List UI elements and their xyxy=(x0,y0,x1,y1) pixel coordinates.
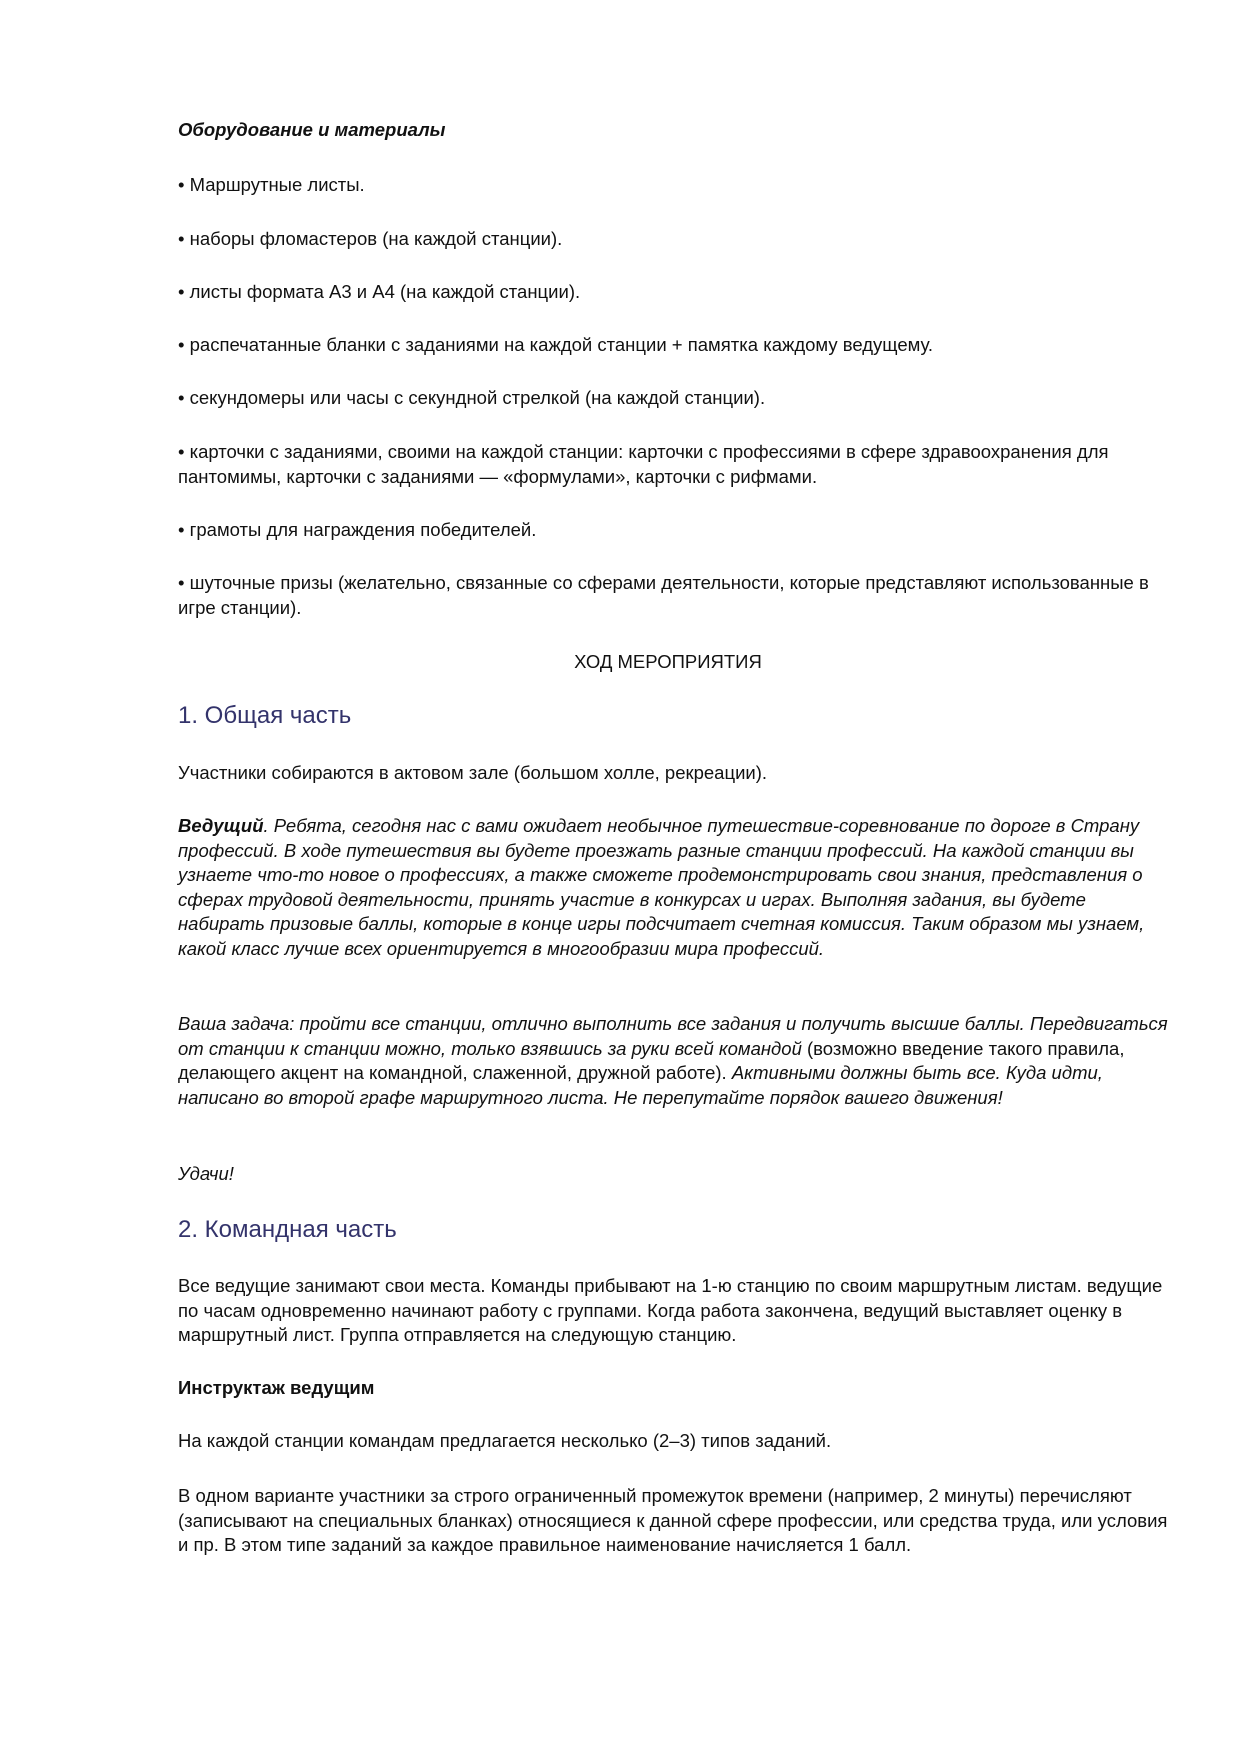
task-text-2: Активными должны быть все. Куда идти, написано во второй графе маршрутного листа. Не перепутайте порядок вашего движения! xyxy=(178,1062,1103,1108)
event-title: ХОД МЕРОПРИЯТИЯ xyxy=(574,651,762,672)
host-speech xyxy=(178,814,1168,961)
equipment-item: • карточки с заданиями, своими на каждой станции: карточки с профессиями в сфере здравоохранения для пантомимы, карточки с заданиями — «формулами», карточки с рифмами. xyxy=(178,441,1109,487)
good-luck: Удачи! xyxy=(178,1163,234,1184)
part2-heading: 2. Командная часть xyxy=(178,1216,397,1243)
part1-intro: Участники собираются в актовом зале (большом холле, рекреации). xyxy=(178,762,768,783)
briefing-title: Инструктаж ведущим xyxy=(178,1377,375,1398)
briefing-paragraph: В одном варианте участники за строго ограниченный промежуток времени (например, 2 минуты) перечисляют (записывают на специальных бланках) относящиеся к данной сфере профессии, или средства труда, или условия и пр. В этом типе заданий за каждое правильное наименование начисляется 1 балл. xyxy=(178,1485,1168,1555)
part2-intro: Все ведущие занимают свои места. Команды прибывают на 1-ю станцию по своим маршрутным листам. ведущие по часам одновременно начинают работу с группами. Когда работа закончена, ведущий выставляет оценку в маршрутный лист. Группа отправляется на следующую станцию. xyxy=(178,1275,1163,1345)
equipment-item: • распечатанные бланки с заданиями на каждой станции + памятка каждому ведущему. xyxy=(178,334,934,355)
equipment-item: • листы формата А3 и А4 (на каждой станции). xyxy=(178,281,581,302)
equipment-item: • Маршрутные листы. xyxy=(178,174,365,195)
equipment-item: • наборы фломастеров (на каждой станции). xyxy=(178,228,563,249)
part1-heading: 1. Общая часть xyxy=(178,702,352,729)
host-label: Ведущий xyxy=(178,815,264,836)
equipment-title: Оборудование и материалы xyxy=(178,119,446,140)
host-speech-text: . Ребята, сегодня нас с вами ожидает необычное путешествие-соревнование по дороге в Страну профессий. В ходе путешествия вы будете проезжать разные станции профессий. На каждой станции вы узнаете что-то новое о профессиях, а также сможете продемонстрировать свои знания, представления о сферах трудовой деятельности, принять участие в конкурсах и играх. Выполняя задания, вы будете набирать призовые баллы, которые в конце игры подсчитает счетная комиссия. Таким образом мы узнаем, какой класс лучше всех ориентируется в многообразии мира профессий. xyxy=(178,815,1145,959)
equipment-item: • шуточные призы (желательно, связанные со сферами деятельности, которые представляют использованные в игре станции). xyxy=(178,572,1149,618)
task-paragraph xyxy=(178,1012,1168,1110)
task-note: (возможно введение такого правила, делающего акцент на командной, слаженной, дружной работе). xyxy=(178,1037,1125,1083)
equipment-item: • секундомеры или часы с секундной стрелкой (на каждой станции). xyxy=(178,387,766,408)
task-text-1: Ваша задача: пройти все станции, отлично выполнить все задания и получить высшие баллы. Передвигаться от станции к станции можно, только взявшись за руки всей командой xyxy=(178,1013,1168,1059)
equipment-item: • грамоты для награждения победителей. xyxy=(178,519,537,540)
briefing-paragraph: На каждой станции командам предлагается несколько (2–3) типов заданий. xyxy=(178,1430,832,1451)
